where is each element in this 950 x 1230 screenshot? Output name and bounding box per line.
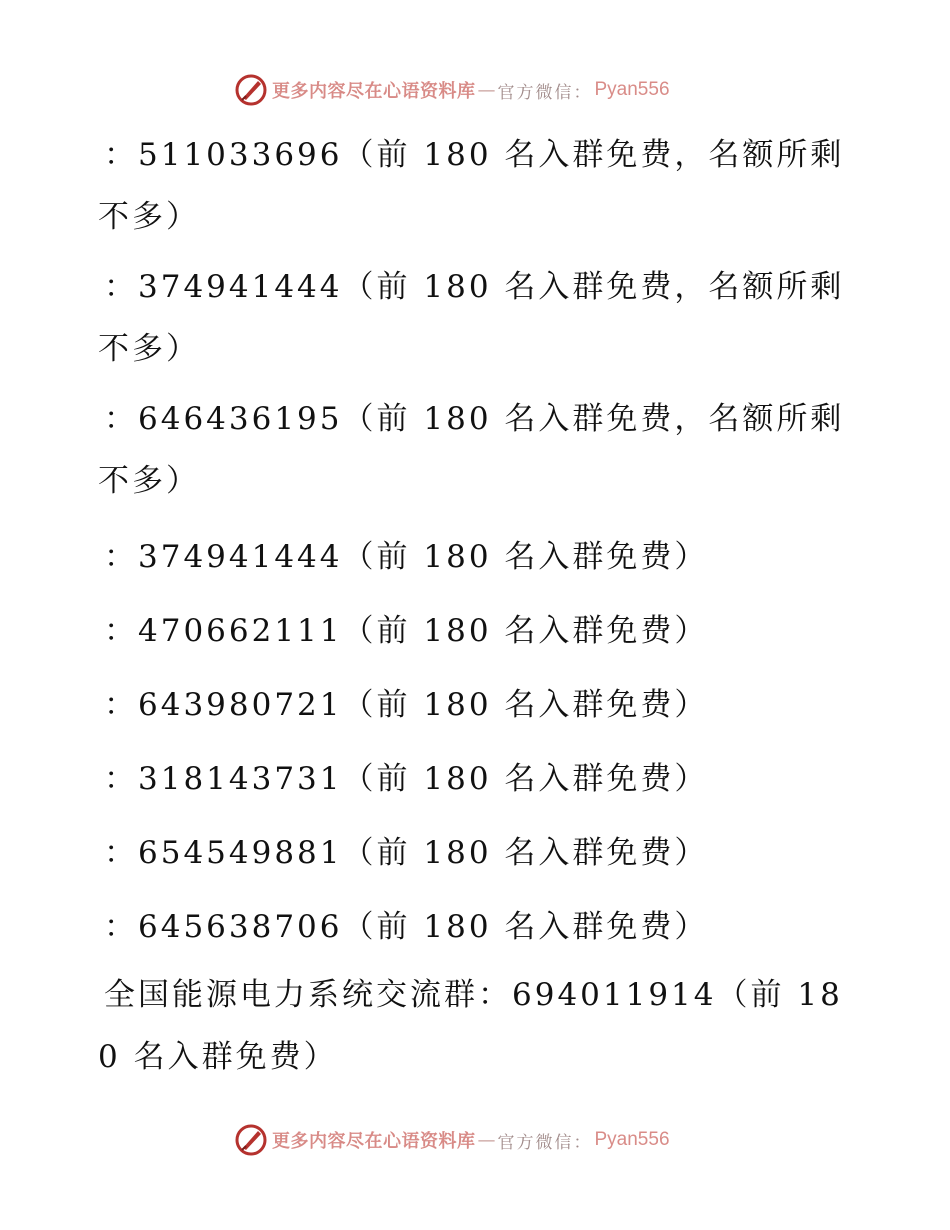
entry-prefix: ： bbox=[104, 401, 138, 437]
entry-note: （前 180 名入群免费，名额所剩不多） bbox=[98, 269, 845, 367]
entry-prefix: ： bbox=[104, 761, 138, 797]
header-watermark bbox=[234, 72, 670, 108]
watermark-dash: — bbox=[477, 1129, 496, 1151]
entry-prefix: ： bbox=[104, 137, 138, 173]
entry-prefix: 全国能源电力系统交流群： bbox=[104, 977, 512, 1013]
watermark-wechat-id: Pyan556 bbox=[594, 79, 670, 100]
entry-prefix: ： bbox=[104, 269, 138, 305]
watermark-official-label: 官方微信： bbox=[497, 1132, 593, 1153]
list-item bbox=[98, 388, 858, 512]
group-number: 646436195 bbox=[138, 401, 343, 437]
watermark-dash: — bbox=[477, 79, 496, 101]
entry-prefix: ： bbox=[104, 909, 138, 945]
list-item bbox=[98, 124, 858, 248]
list-item bbox=[98, 890, 858, 964]
entry-note: （前 180 名入群免费） bbox=[342, 761, 709, 797]
entry-note: （前 180 名入群免费，名额所剩不多） bbox=[98, 401, 845, 499]
quill-logo-icon bbox=[234, 1123, 268, 1157]
list-item bbox=[98, 594, 858, 668]
list-item bbox=[98, 816, 858, 890]
watermark-brand: 更多内容尽在心语资料库 bbox=[272, 1131, 476, 1152]
entry-prefix: ： bbox=[104, 835, 138, 871]
quill-logo-icon bbox=[234, 73, 268, 107]
footer-watermark bbox=[234, 1122, 670, 1158]
group-number: 318143731 bbox=[138, 761, 343, 797]
entry-prefix: ： bbox=[104, 539, 138, 575]
entry-note: （前 180 名入群免费） bbox=[342, 613, 709, 649]
entry-note: （前 180 名入群免费） bbox=[342, 687, 709, 723]
group-number: 374941444 bbox=[138, 269, 343, 305]
entry-prefix: ： bbox=[104, 687, 138, 723]
entry-note: （前 180 名入群免费，名额所剩不多） bbox=[98, 137, 845, 235]
group-number: 694011914 bbox=[512, 977, 717, 1013]
watermark-brand: 更多内容尽在心语资料库 bbox=[272, 81, 476, 102]
list-item bbox=[98, 742, 858, 816]
list-item bbox=[98, 668, 858, 742]
list-item bbox=[98, 964, 858, 1088]
list-item bbox=[98, 520, 858, 594]
list-item bbox=[98, 256, 858, 380]
watermark-official-label: 官方微信： bbox=[497, 82, 593, 103]
entry-note: （前 180 名入群免费） bbox=[342, 909, 709, 945]
entry-note: （前 180 名入群免费） bbox=[98, 977, 843, 1075]
entry-note: （前 180 名入群免费） bbox=[342, 835, 709, 871]
group-number: 645638706 bbox=[138, 909, 343, 945]
entry-prefix: ： bbox=[104, 613, 138, 649]
group-number: 643980721 bbox=[138, 687, 343, 723]
group-number: 511033696 bbox=[138, 137, 343, 173]
watermark-wechat-id: Pyan556 bbox=[594, 1129, 670, 1150]
group-number: 374941444 bbox=[138, 539, 343, 575]
group-number: 654549881 bbox=[138, 835, 343, 871]
group-number: 470662111 bbox=[138, 613, 343, 649]
group-list bbox=[98, 124, 858, 1096]
entry-note: （前 180 名入群免费） bbox=[342, 539, 709, 575]
